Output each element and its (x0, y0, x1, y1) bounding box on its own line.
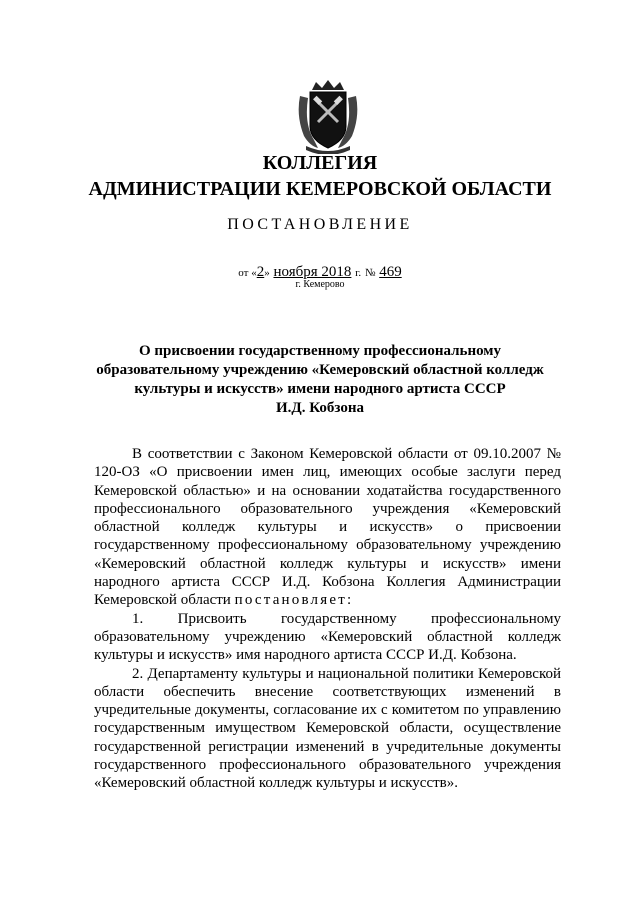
date-month-year: ноября 2018 (273, 264, 352, 280)
item-1: 1. Присвоить государственному профессиональному образовательному учреждению «Кемеровский областной колледж культуры и искусств» имя народного артиста СССР И.Д. Кобзона. (94, 610, 561, 664)
date-from-label: от « (238, 267, 257, 279)
city: г. Кемерово (295, 279, 345, 290)
kemerovo-coat-of-arms-icon (296, 80, 360, 154)
date-day: 2 (256, 264, 265, 280)
item-2: 2. Департаменту культуры и национальной политики Кемеровской области обеспечить внесение соответствующих изменений в учредительные документы, согласование их с комитетом по управлению государственным имуществом Кемеровской области, осуществление государственной регистрации изменений в учредительные документы государственного профессионального образовательного учреждения «Кемеровский областной колледж культуры и искусств». (94, 665, 561, 792)
title-line: культуры и искусств» имени народного артиста СССР (134, 381, 506, 397)
intro-text: В соответствии с Законом Кемеровской области от 09.10.2007 № 120-ОЗ «О присвоении имен лиц, имеющих особые заслуги перед Кемеровской областью» и на основании ходатайства государственного профессионального образовательного учреждения «Кемеровский областной колледж культуры и искусств» о присвоении государственному профессиональному образовательному учреждению «Кемеровский областной колледж культуры и искусств» имени народного артиста СССР И.Д. Кобзона Коллегия Администрации Кемеровской области (94, 446, 561, 609)
intro-paragraph (94, 445, 561, 610)
title-line: образовательному учреждению «Кемеровский областной колледж (96, 362, 544, 378)
date-year-suffix: г. (355, 267, 362, 279)
org-name-line1: КОЛЛЕГИЯ (262, 152, 378, 174)
date-quote-close: » (264, 267, 270, 279)
document-type: ПОСТАНОВЛЕНИЕ (227, 216, 413, 233)
title-line: И.Д. Кобзона (276, 400, 364, 416)
decree-word: постановляет: (234, 592, 354, 609)
document-title (0, 342, 640, 418)
document-body (94, 445, 561, 793)
title-line: О присвоении государственному профессиональному (138, 343, 502, 359)
org-name-line2: АДМИНИСТРАЦИИ КЕМЕРОВСКОЙ ОБЛАСТИ (88, 178, 552, 200)
document-number: 469 (379, 264, 402, 280)
number-label: № (364, 267, 376, 279)
